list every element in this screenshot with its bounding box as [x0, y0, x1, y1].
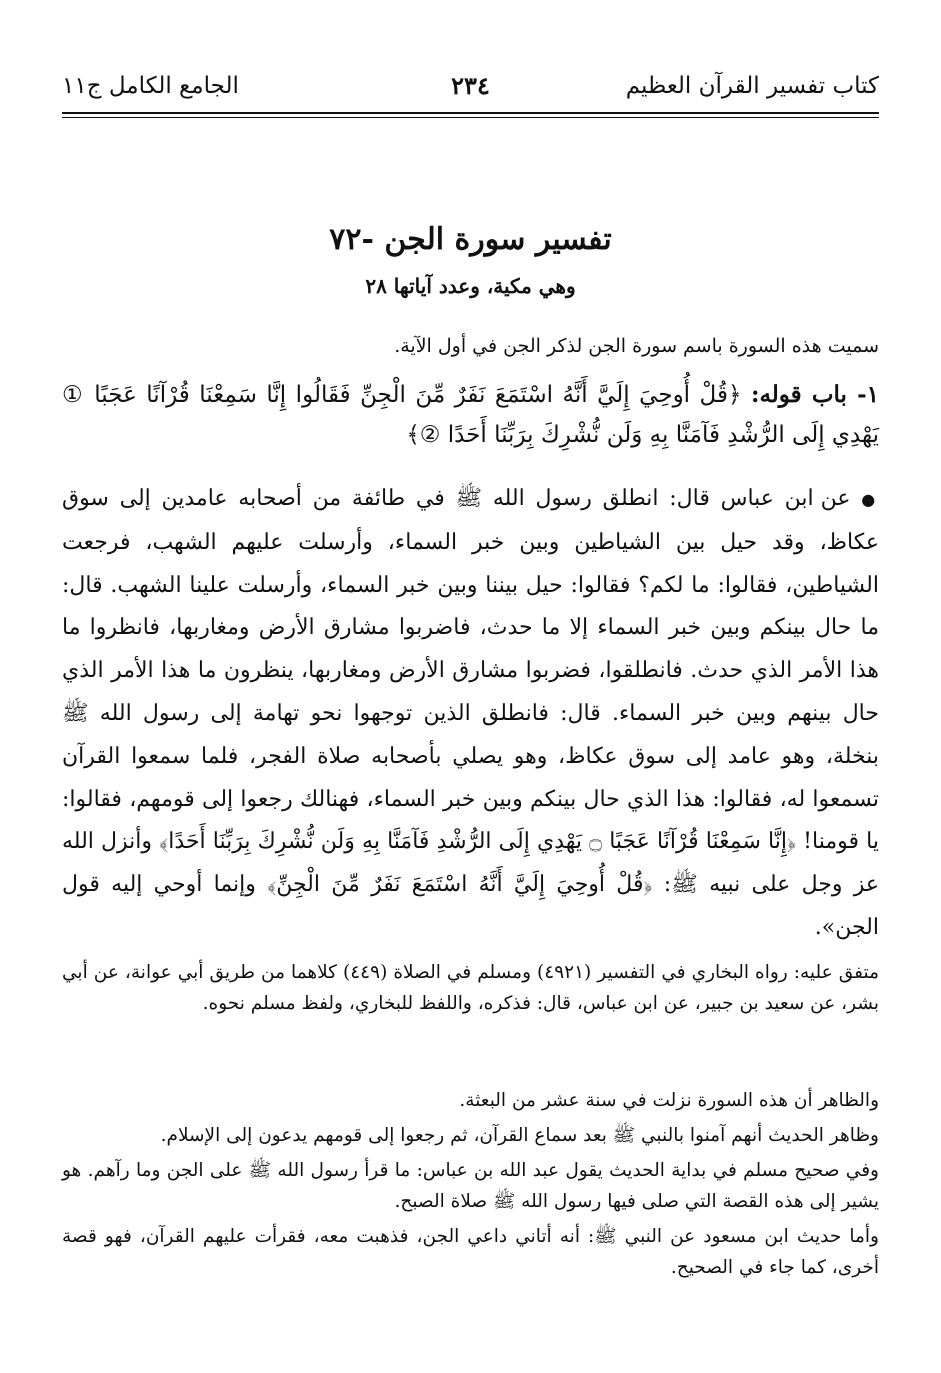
commentary-paragraph: وظاهر الحديث أنهم آمنوا بالنبي ﷺ بعد سماع القرآن، ثم رجعوا إلى قومهم يدعون إلى الإسلام.: [160, 1125, 879, 1146]
surah-intro: سميت هذه السورة باسم سورة الجن لذكر الجن في أول الآية.: [394, 335, 879, 357]
commentary-paragraph: والظاهر أن هذه السورة نزلت في سنة عشر من البعثة.: [459, 1090, 879, 1111]
volume-label: الجامع الكامل ج١١: [62, 73, 239, 99]
running-header: [62, 66, 879, 106]
bullet-icon: ●: [861, 490, 879, 509]
page-number: ٢٣٤: [451, 71, 490, 100]
commentary-paragraph: وفي صحيح مسلم في بداية الحديث يقول عبد الله بن عباس: ما قرأ رسول الله ﷺ على الجن وما رآهم. هو يشير إلى هذه القصة التي صلى فيها رسول الله ﷺ صلاة الصبح.: [62, 1160, 879, 1212]
surah-title: تفسير سورة الجن -٧٢: [329, 222, 612, 257]
book-title: كتاب تفسير القرآن العظيم: [625, 73, 879, 99]
surah-subtitle: وهي مكية، وعدد آياتها ٢٨: [365, 274, 576, 298]
header-rule-thick: [62, 112, 879, 114]
commentary: [62, 1085, 879, 1287]
bab-heading: [62, 375, 879, 455]
hadith-body: عن ابن عباس قال: انطلق رسول الله ﷺ في طائفة من أصحابه عامدين إلى سوق عكاظ، وقد حيل بين الشياطين وبين خبر السماء، وأرسلت عليهم الشهب، فرجعت الشياطين، فقالوا: ما لكم؟ فقالوا: حيل بيننا وبين خبر السماء، وأرسلت علينا الشهب. قال: ما حال بينكم وبين خبر السماء إلا ما حدث، فاضربوا مشارق الأرض ومغاربها، فانظروا ما هذا الأمر الذي حدث. فانطلقوا، فضربوا مشارق الأرض ومغاربها، ينظرون ما هذا الأمر الذي حال بينهم وبين خبر السماء. قال: فانطلق الذين توجهوا نحو تهامة إلى رسول الله ﷺ بنخلة، وهو عامد إلى سوق عكاظ، وهو يصلي بأصحابه صلاة الفجر، فلما سمعوا القرآن تسمعوا له، فقالوا: هذا الذي حال بينكم وبين خبر السماء، فهنالك رجعوا إلى قومهم، فقالوا: يا قومنا! ﴿إِنَّا سَمِعْنَا قُرْآنًا عَجَبًا ۝ يَهْدِي إِلَى الرُّشْدِ فَآمَنَّا بِهِ وَلَن نُّشْرِكَ بِرَبِّنَا أَحَدًا﴾ وأنزل الله عز وجل على نبيه ﷺ: ﴿قُلْ أُوحِيَ إِلَيَّ أَنَّهُ اسْتَمَعَ نَفَرٌ مِّنَ الْجِنِّ﴾ وإنما أوحي إليه قول الجن».: [62, 486, 879, 940]
bab-verse: ﴿قُلْ أُوحِيَ إِلَيَّ أَنَّهُ اسْتَمَعَ نَفَرٌ مِّنَ الْجِنِّ فَقَالُوا إِنَّا سَمِعْنَا قُرْآنًا عَجَبًا ① يَهْدِي إِلَى الرُّشْدِ فَآمَنَّا بِهِ وَلَن نُّشْرِكَ بِرَبِّنَا أَحَدًا ②﴾: [62, 382, 879, 448]
takhrij-note: متفق عليه: رواه البخاري في التفسير (٤٩٢١) ومسلم في الصلاة (٤٤٩) كلاهما من طريق أبي عوانة، عن أبي بشر، عن سعيد بن جبير، عن ابن عباس، قال: فذكره، واللفظ للبخاري، ولفظ مسلم نحوه.: [62, 962, 879, 1014]
commentary-paragraph: وأما حديث ابن مسعود عن النبي ﷺ: أنه أتاني داعي الجن، فذهبت معه، فقرأت عليهم القرآن، فهو قصة أخرى، كما جاء في الصحيح.: [62, 1226, 879, 1278]
bab-label: ١- باب قوله:: [750, 381, 880, 408]
hadith-text: [62, 478, 879, 950]
header-rule-thin: [62, 117, 879, 118]
